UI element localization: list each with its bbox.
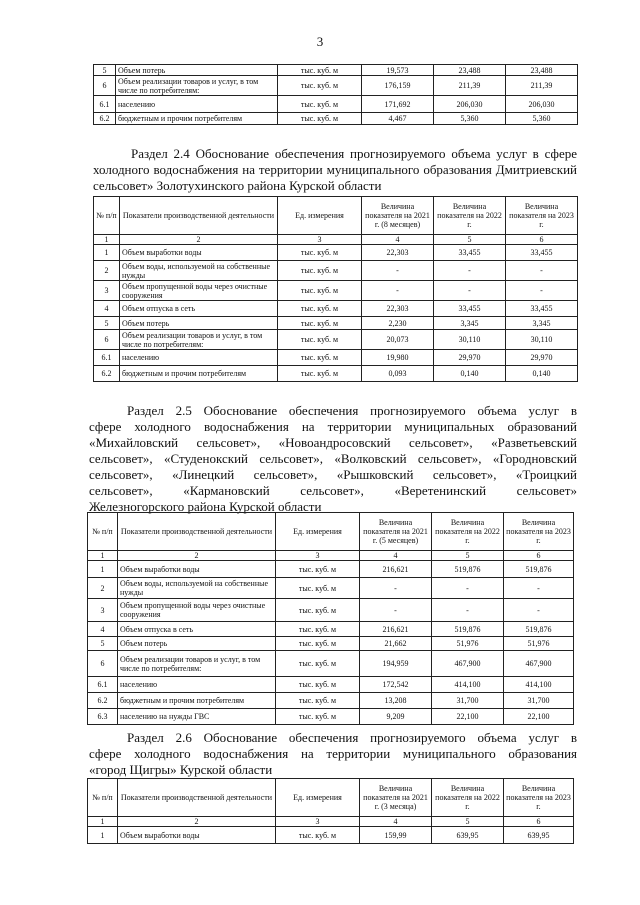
- table-continuation: [93, 64, 578, 125]
- table-row: 6.1 населению тыс. куб. м 172,542 414,100 414,100: [88, 677, 574, 693]
- table-header-row: № п/п Показатели производственной деятельности Ед. измерения Величина показателя на 2021 г. (3 месяца) Величина показателя на 2022 г. Величина показателя на 2023 г.: [88, 779, 574, 817]
- table-row: 3 Объем пропущенной воды через очистные сооружения тыс. куб. м - - -: [88, 599, 574, 622]
- table-row: 6.2 бюджетным и прочим потребителям тыс. куб. м 4,467 5,360 5,360: [94, 113, 578, 125]
- table-section-2-5: [87, 512, 574, 725]
- table-row: 6.1 населению тыс. куб. м 171,692 206,030 206,030: [94, 96, 578, 113]
- section-2-6-heading: Раздел 2.6 Обоснование обеспечения прогнозируемого объема услуг в сфере холодного водоснабжения на территории муниципального образования «город Щигры» Курской области: [89, 730, 577, 777]
- page-number: 3: [316, 34, 324, 49]
- table-row: 1 Объем выработки воды тыс. куб. м 159,99 639,95 639,95: [88, 827, 574, 844]
- table-section-2-6: [87, 778, 574, 844]
- table-row: 6 Объем реализации товаров и услуг, в том числе по потребителям: тыс. куб. м 20,073 30,110 30,110: [94, 330, 578, 350]
- table-row: 3 Объем пропущенной воды через очистные сооружения тыс. куб. м - - -: [94, 281, 578, 301]
- table-row: 5 Объем потерь тыс. куб. м 19,573 23,488 23,488: [94, 65, 578, 76]
- table-row: 6 Объем реализации товаров и услуг, в том числе по потребителям: тыс. куб. м 176,159 211,39 211,39: [94, 76, 578, 96]
- section-2-5-heading: Раздел 2.5 Обоснование обеспечения прогнозируемого объема услуг в сфере холодного водоснабжения на территории муниципальных образований «Михайловский сельсовет», «Новоандросовский сельсовет», «Разветьевский сельсовет», «Студенокский сельсовет», «Волковский сельсовет», «Городновский сельсовет», «Линецкий сельсовет», «Рышковский сельсовет», «Троицкий сельсовет», «Кармановский сельсовет», «Веретенинский сельсовет» Железногорского района Курской области: [89, 403, 577, 514]
- table-row: 6.3 населению на нужды ГВС тыс. куб. м 9,209 22,100 22,100: [88, 709, 574, 725]
- table-row: 4 Объем отпуска в сеть тыс. куб. м 22,303 33,455 33,455: [94, 301, 578, 317]
- column-number-row: 1 2 3 4 5 6: [88, 551, 574, 561]
- table-row: 6.2 бюджетным и прочим потребителям тыс. куб. м 13,208 31,700 31,700: [88, 693, 574, 709]
- table-row: 1 Объем выработки воды тыс. куб. м 216,621 519,876 519,876: [88, 561, 574, 578]
- table-row: 2 Объем воды, используемой на собственные нужды тыс. куб. м - - -: [88, 578, 574, 599]
- table-row: 6 Объем реализации товаров и услуг, в том числе по потребителям: тыс. куб. м 194,959 467,900 467,900: [88, 651, 574, 677]
- column-number-row: 1 2 3 4 5 6: [94, 235, 578, 245]
- table-row: 4 Объем отпуска в сеть тыс. куб. м 216,621 519,876 519,876: [88, 622, 574, 637]
- section-2-4-heading: Раздел 2.4 Обоснование обеспечения прогнозируемого объема услуг в сфере холодного водоснабжения на территории муниципального образования Дмитриевский сельсовет» Золотухинского района Курской области: [93, 146, 577, 193]
- column-number-row: 1 2 3 4 5 6: [88, 817, 574, 827]
- table-header-row: № п/п Показатели производственной деятельности Ед. измерения Величина показателя на 2021 г. (8 месяцев) Величина показателя на 2022 г. Величина показателя на 2023 г.: [94, 197, 578, 235]
- table-row: 6.2 бюджетным и прочим потребителям тыс. куб. м 0,093 0,140 0,140: [94, 366, 578, 382]
- table-header-row: № п/п Показатели производственной деятельности Ед. измерения Величина показателя на 2021 г. (5 месяцев) Величина показателя на 2022 г. Величина показателя на 2023 г.: [88, 513, 574, 551]
- table-section-2-4: [93, 196, 578, 382]
- table-row: 5 Объем потерь тыс. куб. м 2,230 3,345 3,345: [94, 317, 578, 330]
- table-row: 1 Объем выработки воды тыс. куб. м 22,303 33,455 33,455: [94, 245, 578, 261]
- table-row: 5 Объем потерь тыс. куб. м 21,662 51,976 51,976: [88, 637, 574, 651]
- table-row: 2 Объем воды, используемой на собственные нужды тыс. куб. м - - -: [94, 261, 578, 281]
- table-row: 6.1 населению тыс. куб. м 19,980 29,970 29,970: [94, 350, 578, 366]
